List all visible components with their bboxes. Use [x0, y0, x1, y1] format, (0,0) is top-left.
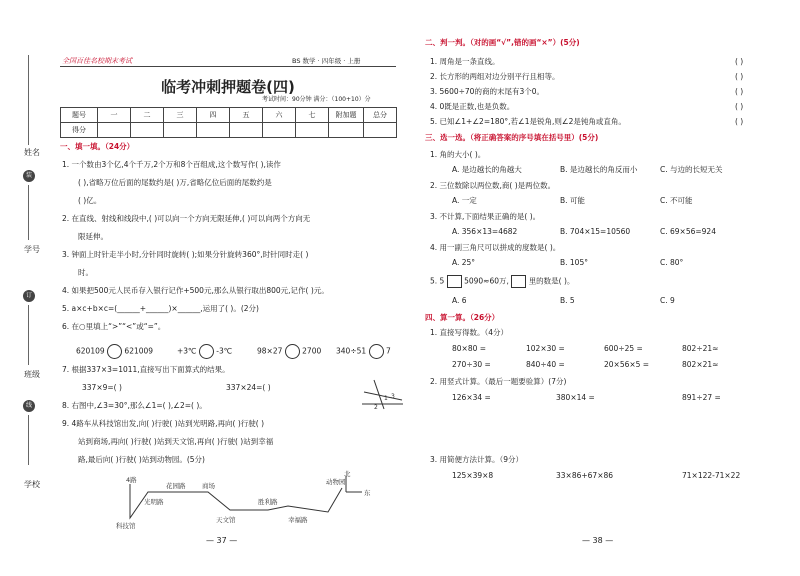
- compare-circle[interactable]: [107, 344, 122, 359]
- choice-option[interactable]: C. 9: [660, 296, 675, 305]
- choice-option[interactable]: C. 不可能: [660, 196, 693, 205]
- angle-line: [364, 392, 402, 400]
- map-label-shengli: 胜利路: [258, 498, 278, 506]
- choice-5-end: 里的数是( )。: [528, 276, 575, 286]
- vertical-calc-item: 891÷27 =: [682, 393, 721, 402]
- compare-item: [177, 344, 232, 359]
- question-6: 6. 在○里填上“>”“<”或“=”。: [62, 322, 166, 331]
- sidebar-line: [28, 185, 29, 240]
- sidebar-line: [28, 415, 29, 465]
- compare-circle[interactable]: [199, 344, 214, 359]
- score-row-label: 得分: [61, 123, 98, 138]
- compare-circle[interactable]: [285, 344, 300, 359]
- score-cell: 附加题: [329, 108, 364, 123]
- judge-answer[interactable]: ( ): [735, 57, 744, 66]
- question-2: 2. 在直线、射线和线段中,( )可以向一个方向无限延伸,( )可以向两个方向无: [62, 214, 311, 223]
- calc-item: 80×80 =: [452, 344, 487, 353]
- judge-answer[interactable]: ( ): [735, 87, 744, 96]
- question-5: 5. a×c+b×c=(______+______)×______,运用了( )。(2分): [62, 304, 259, 313]
- simplify-item: 71×122-71×22: [682, 471, 741, 480]
- score-input[interactable]: [230, 123, 263, 138]
- choice-option[interactable]: A. 25°: [452, 258, 476, 267]
- score-input[interactable]: [98, 123, 131, 138]
- bus-route-map: [110, 470, 380, 532]
- judge-answer[interactable]: ( ): [735, 117, 744, 126]
- score-value-row: [61, 123, 397, 138]
- section-judge: 二、判一判。（对的画“√”,错的画“×”）(5分): [425, 38, 580, 47]
- map-label-keji: 科技馆: [116, 522, 136, 530]
- compare-item: [76, 344, 153, 359]
- choice-option[interactable]: A. 6: [452, 296, 467, 305]
- binding-dot: 装: [23, 170, 35, 182]
- choice-option[interactable]: B. 可能: [560, 196, 585, 205]
- sidebar-line: [28, 305, 29, 365]
- choice-5-middle: 5090≈60万,: [464, 276, 509, 286]
- map-label-huayuan: 花园路: [166, 482, 186, 490]
- compare-right: -3℃: [216, 346, 233, 356]
- choice-5-prefix: 5. 5: [430, 276, 445, 286]
- binding-dot: 订: [23, 290, 35, 302]
- calc-item: 802÷21≈: [682, 344, 719, 353]
- choice-option[interactable]: C. 69×56=924: [660, 227, 716, 236]
- map-label-xingfu: 幸福路: [288, 516, 308, 524]
- score-cell: 七: [296, 108, 329, 123]
- question-9-line3: 路,最后向( )行驶( )站到动物园。(5分): [78, 455, 205, 464]
- judge-answer[interactable]: ( ): [735, 72, 744, 81]
- label-name: 姓名: [24, 148, 40, 157]
- label-class: 班级: [24, 370, 40, 379]
- choice-option[interactable]: B. 704×15=10560: [560, 227, 631, 236]
- vertical-calc-item: 126×34 =: [452, 393, 491, 402]
- digit-box[interactable]: [511, 275, 526, 288]
- school-banner: 全国百佳名校期末考试: [62, 57, 132, 65]
- calc-3: 3. 用简便方法计算。（9分）: [430, 455, 524, 464]
- question-1-line2: ( ),省略万位后面的尾数约是( )万,省略亿位后面的尾数约是: [78, 178, 272, 187]
- question-3: 3. 钟面上时针走半小时,分针同时旋转( );如果分针旋转360°,时针同时走( ): [62, 250, 309, 259]
- compare-right: 7: [385, 346, 391, 356]
- compare-item: [336, 344, 391, 359]
- score-input[interactable]: [197, 123, 230, 138]
- score-header-row: [61, 108, 397, 123]
- digit-box[interactable]: [447, 275, 462, 288]
- page-number-left: — 37 —: [206, 536, 238, 545]
- choice-4: 4. 用一副三角尺可以拼成的度数是( )。: [430, 243, 561, 252]
- simplify-item: 125×39×8: [452, 471, 494, 480]
- section-calc: 四、算一算。（26分）: [425, 313, 500, 322]
- compare-left: +3℃: [177, 346, 197, 356]
- calc-2: 2. 用竖式计算。（最后一题要验算）(7分): [430, 377, 567, 386]
- score-cell: 总分: [364, 108, 397, 123]
- label-student-id: 学号: [24, 245, 40, 254]
- choice-option[interactable]: A. 356×13=4682: [452, 227, 518, 236]
- angle-figure: [360, 378, 405, 410]
- question-1-line3: ( )亿。: [78, 196, 102, 205]
- score-input[interactable]: [296, 123, 329, 138]
- compare-left: 98×27: [257, 346, 283, 356]
- map-label-tianwen: 天文馆: [216, 516, 236, 524]
- score-cell: 一: [98, 108, 131, 123]
- compare-right: 621009: [124, 346, 154, 356]
- exam-info: 考试时间：90分钟 满分：（100+10）分: [262, 96, 371, 103]
- question-8: 8. 右图中,∠3=30°,那么∠1=( ),∠2=( )。: [62, 401, 207, 410]
- choice-option[interactable]: B. 105°: [560, 258, 588, 267]
- map-label-bus: 4路: [126, 476, 137, 484]
- judge-item: 4. 0既是正数,也是负数。: [430, 102, 515, 111]
- map-label-guangming: 光明路: [144, 498, 164, 506]
- binding-dot: 线: [23, 400, 35, 412]
- question-9-line2: 站到商场,再向( )行驶( )站到天文馆,再向( )行驶( )站到幸福: [78, 437, 274, 446]
- score-input[interactable]: [263, 123, 296, 138]
- score-cell: 四: [197, 108, 230, 123]
- map-label-dongwu: 动物园: [326, 478, 346, 486]
- choice-2: 2. 三位数除以两位数,商( )是两位数。: [430, 181, 556, 190]
- choice-option[interactable]: B. 是边越长的角反而小: [560, 165, 638, 174]
- choice-option[interactable]: B. 5: [560, 296, 575, 305]
- question-3-line2: 时。: [78, 268, 93, 277]
- choice-option[interactable]: C. 与边的长短无关: [660, 165, 723, 174]
- compare-right: 2700: [302, 346, 322, 356]
- choice-option[interactable]: A. 一定: [452, 196, 477, 205]
- choice-5: [430, 275, 574, 288]
- page-title: 临考冲刺押题卷(四): [161, 78, 295, 96]
- judge-item: 1. 周角是一条直线。: [430, 57, 500, 66]
- score-input[interactable]: [364, 123, 397, 138]
- calc-item: 20×56×5 =: [604, 360, 650, 369]
- simplify-item: 33×86+67×86: [556, 471, 614, 480]
- question-2-line2: 限延伸。: [78, 232, 108, 241]
- judge-item: 5. 已知∠1+∠2=180°,若∠1是锐角,则∠2是钝角或直角。: [430, 117, 626, 126]
- choice-3: 3. 不计算,下面结果正确的是( )。: [430, 212, 541, 221]
- score-input[interactable]: [164, 123, 197, 138]
- question-4: 4. 如果把500元人民币存入银行记作+500元,那么从银行取出800元,记作( )元。: [62, 286, 329, 295]
- compare-left: 620109: [76, 346, 105, 356]
- angle-label: 1: [384, 395, 388, 402]
- score-cell: 题号: [61, 108, 98, 123]
- section-fill: 一、填一填。（24分）: [60, 142, 135, 151]
- angle-label: 2: [374, 404, 378, 410]
- score-table: [60, 107, 397, 138]
- compass-north: 北: [344, 470, 351, 478]
- calc-item: 600÷25 =: [604, 344, 643, 353]
- calc-item: 270÷30 =: [452, 360, 491, 369]
- label-school: 学校: [24, 480, 40, 489]
- compass-east: 东: [364, 489, 371, 497]
- calc-item: 802×21≈: [682, 360, 719, 369]
- grade-tag: BS 数学 · 四年级 · 上册: [292, 57, 361, 65]
- choice-option[interactable]: C. 80°: [660, 258, 684, 267]
- judge-answer[interactable]: ( ): [735, 102, 744, 111]
- header-rule: [60, 66, 396, 67]
- judge-item: 2. 长方形的两组对边分别平行且相等。: [430, 72, 560, 81]
- calc-item: 102×30 =: [526, 344, 565, 353]
- section-choice: 三、选一选。（将正确答案的序号填在括号里）(5分): [425, 133, 599, 142]
- question-1: 1. 一个数由3个亿,4个千万,2个万和8个百组成,这个数写作( ),读作: [62, 160, 281, 169]
- page-number-right: — 38 —: [582, 536, 614, 545]
- calc-1: 1. 直接写得数。（4分）: [430, 328, 509, 337]
- question-7-b: 337×24=( ): [226, 383, 271, 392]
- angle-label: 3: [391, 393, 395, 400]
- compare-left: 340÷51: [336, 346, 367, 356]
- score-input[interactable]: [131, 123, 164, 138]
- map-label-shangchang: 商场: [202, 482, 215, 490]
- compare-circle[interactable]: [369, 344, 384, 359]
- question-9: 9. 4路车从科技馆出发,向( )行驶( )站到光明路,再向( )行驶( ): [62, 419, 265, 428]
- score-cell: 二: [131, 108, 164, 123]
- choice-option[interactable]: A. 是边越长的角越大: [452, 165, 522, 174]
- question-7: 7. 根据337×3=1011,直接写出下面算式的结果。: [62, 365, 230, 374]
- judge-item: 3. 5600÷70的商的末尾有3个0。: [430, 87, 544, 96]
- question-7-a: 337×9=( ): [82, 383, 122, 392]
- score-cell: 五: [230, 108, 263, 123]
- score-input[interactable]: [329, 123, 364, 138]
- vertical-calc-item: 380×14 =: [556, 393, 595, 402]
- compare-item: [257, 344, 321, 359]
- score-cell: 三: [164, 108, 197, 123]
- sidebar-line: [28, 55, 29, 145]
- choice-1: 1. 角的大小( )。: [430, 150, 486, 159]
- calc-item: 840÷40 =: [526, 360, 565, 369]
- score-cell: 六: [263, 108, 296, 123]
